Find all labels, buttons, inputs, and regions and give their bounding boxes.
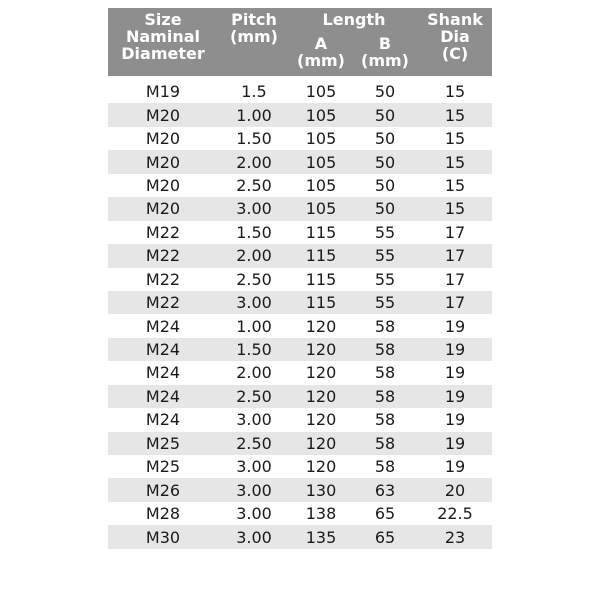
cell-size: M24 [145,363,181,383]
cell-length-a: 105 [305,199,337,219]
cell-length-b: 55 [374,269,396,289]
cell-size: M28 [145,504,181,524]
table-row [108,197,492,220]
cell-pitch: 2.00 [236,152,272,172]
table-row [108,268,492,291]
header-pitch-line-2: (mm) [230,27,278,46]
cell-size: M24 [145,316,181,336]
table-row [108,150,492,173]
cell-length-b: 65 [374,504,396,524]
cell-shank-dia: 23 [444,527,466,547]
cell-length-b: 50 [374,82,396,102]
cell-shank-dia: 19 [444,386,466,406]
cell-pitch: 1.50 [236,222,272,242]
cell-length-b: 58 [374,363,396,383]
header-size-line-1: Size [144,10,182,29]
cell-length-b: 58 [374,316,396,336]
cell-pitch: 3.00 [236,504,272,524]
cell-length-a: 105 [305,129,337,149]
table-row [108,385,492,408]
cell-size: M20 [145,105,181,125]
cell-size: M24 [145,410,181,430]
table-row [108,80,492,103]
header-length-a [290,35,352,69]
cell-shank-dia: 19 [444,340,466,360]
header-pitch-line-1: Pitch [231,10,277,29]
cell-shank-dia: 19 [444,363,466,383]
cell-length-b: 55 [374,293,396,313]
cell-shank-dia: 19 [444,316,466,336]
table-row [108,314,492,337]
cell-length-b: 50 [374,199,396,219]
cell-shank-dia: 17 [444,246,466,266]
cell-size: M26 [145,480,181,500]
header-length-a-line-1: A [314,34,328,53]
header-shank-line-3: (C) [441,44,469,63]
header-length-b-line-2: (mm) [361,51,409,70]
cell-shank-dia: 15 [444,152,466,172]
header-pitch [218,11,290,45]
cell-size: M24 [145,386,181,406]
cell-length-b: 50 [374,129,396,149]
cell-size: M22 [145,246,181,266]
cell-length-a: 115 [305,293,337,313]
table-body [108,80,492,549]
cell-length-a: 115 [305,246,337,266]
header-shank-line-2: Dia [440,27,470,46]
cell-length-b: 65 [374,527,396,547]
cell-size: M20 [145,152,181,172]
header-size-line-3: Diameter [121,44,205,63]
cell-length-a: 120 [305,316,337,336]
cell-size: M30 [145,527,181,547]
cell-size: M20 [145,129,181,149]
cell-length-a: 138 [305,504,337,524]
cell-length-a: 120 [305,433,337,453]
cell-size: M22 [145,293,181,313]
cell-pitch: 1.50 [236,340,272,360]
cell-pitch: 3.00 [236,199,272,219]
cell-shank-dia: 19 [444,433,466,453]
cell-pitch: 2.50 [236,269,272,289]
cell-size: M19 [145,82,181,102]
table-row [108,244,492,267]
header-length-b-line-1: B [378,34,392,53]
cell-shank-dia: 20 [444,480,466,500]
cell-length-a: 120 [305,457,337,477]
cell-pitch: 2.50 [236,386,272,406]
cell-shank-dia: 22.5 [437,504,473,524]
cell-length-a: 115 [305,222,337,242]
cell-shank-dia: 15 [444,105,466,125]
cell-length-a: 135 [305,527,337,547]
cell-size: M22 [145,269,181,289]
table-row [108,502,492,525]
table-row [108,478,492,501]
table-row [108,291,492,314]
cell-length-b: 50 [374,105,396,125]
cell-pitch: 3.00 [236,527,272,547]
cell-pitch: 2.00 [236,246,272,266]
cell-pitch: 2.50 [236,433,272,453]
cell-length-b: 58 [374,457,396,477]
header-size-line-2: Naminal [125,27,200,46]
table-header [108,8,492,76]
header-size [108,11,218,62]
cell-length-a: 120 [305,363,337,383]
cell-shank-dia: 19 [444,457,466,477]
cell-size: M20 [145,175,181,195]
cell-pitch: 3.00 [236,293,272,313]
cell-length-a: 105 [305,175,337,195]
table-row [108,455,492,478]
cell-pitch: 1.50 [236,129,272,149]
table-row [108,174,492,197]
cell-length-a: 105 [305,152,337,172]
cell-length-b: 58 [374,433,396,453]
cell-size: M25 [145,433,181,453]
table-row [108,408,492,431]
cell-pitch: 1.5 [241,82,267,102]
cell-pitch: 1.00 [236,316,272,336]
table-row [108,338,492,361]
cell-length-a: 120 [305,340,337,360]
cell-shank-dia: 15 [444,199,466,219]
cell-shank-dia: 17 [444,293,466,313]
cell-pitch: 2.00 [236,363,272,383]
table-row [108,103,492,126]
cell-pitch: 3.00 [236,410,272,430]
cell-shank-dia: 19 [444,410,466,430]
cell-size: M24 [145,340,181,360]
header-length-a-line-2: (mm) [297,51,345,70]
cell-length-b: 50 [374,175,396,195]
cell-pitch: 3.00 [236,480,272,500]
cell-length-b: 50 [374,152,396,172]
cell-length-b: 63 [374,480,396,500]
cell-shank-dia: 15 [444,129,466,149]
cell-shank-dia: 17 [444,222,466,242]
cell-pitch: 1.00 [236,105,272,125]
table-row [108,127,492,150]
cell-shank-dia: 15 [444,175,466,195]
cell-length-b: 58 [374,340,396,360]
cell-shank-dia: 15 [444,82,466,102]
table-row [108,525,492,548]
cell-length-b: 55 [374,222,396,242]
cell-length-b: 58 [374,410,396,430]
cell-length-b: 58 [374,386,396,406]
cell-size: M20 [145,199,181,219]
cell-length-a: 115 [305,269,337,289]
cell-shank-dia: 17 [444,269,466,289]
cell-pitch: 3.00 [236,457,272,477]
cell-length-a: 120 [305,386,337,406]
header-length-b [352,35,418,69]
header-shank-dia [418,11,492,62]
cell-length-a: 120 [305,410,337,430]
cell-length-b: 55 [374,246,396,266]
table-row [108,221,492,244]
cell-length-a: 105 [305,82,337,102]
table-row [108,432,492,455]
header-shank-line-1: Shank [427,10,483,29]
cell-pitch: 2.50 [236,175,272,195]
cell-size: M22 [145,222,181,242]
header-length: Length [322,10,386,29]
table-row [108,361,492,384]
cell-length-a: 105 [305,105,337,125]
spec-table [108,8,492,549]
cell-length-a: 130 [305,480,337,500]
cell-size: M25 [145,457,181,477]
